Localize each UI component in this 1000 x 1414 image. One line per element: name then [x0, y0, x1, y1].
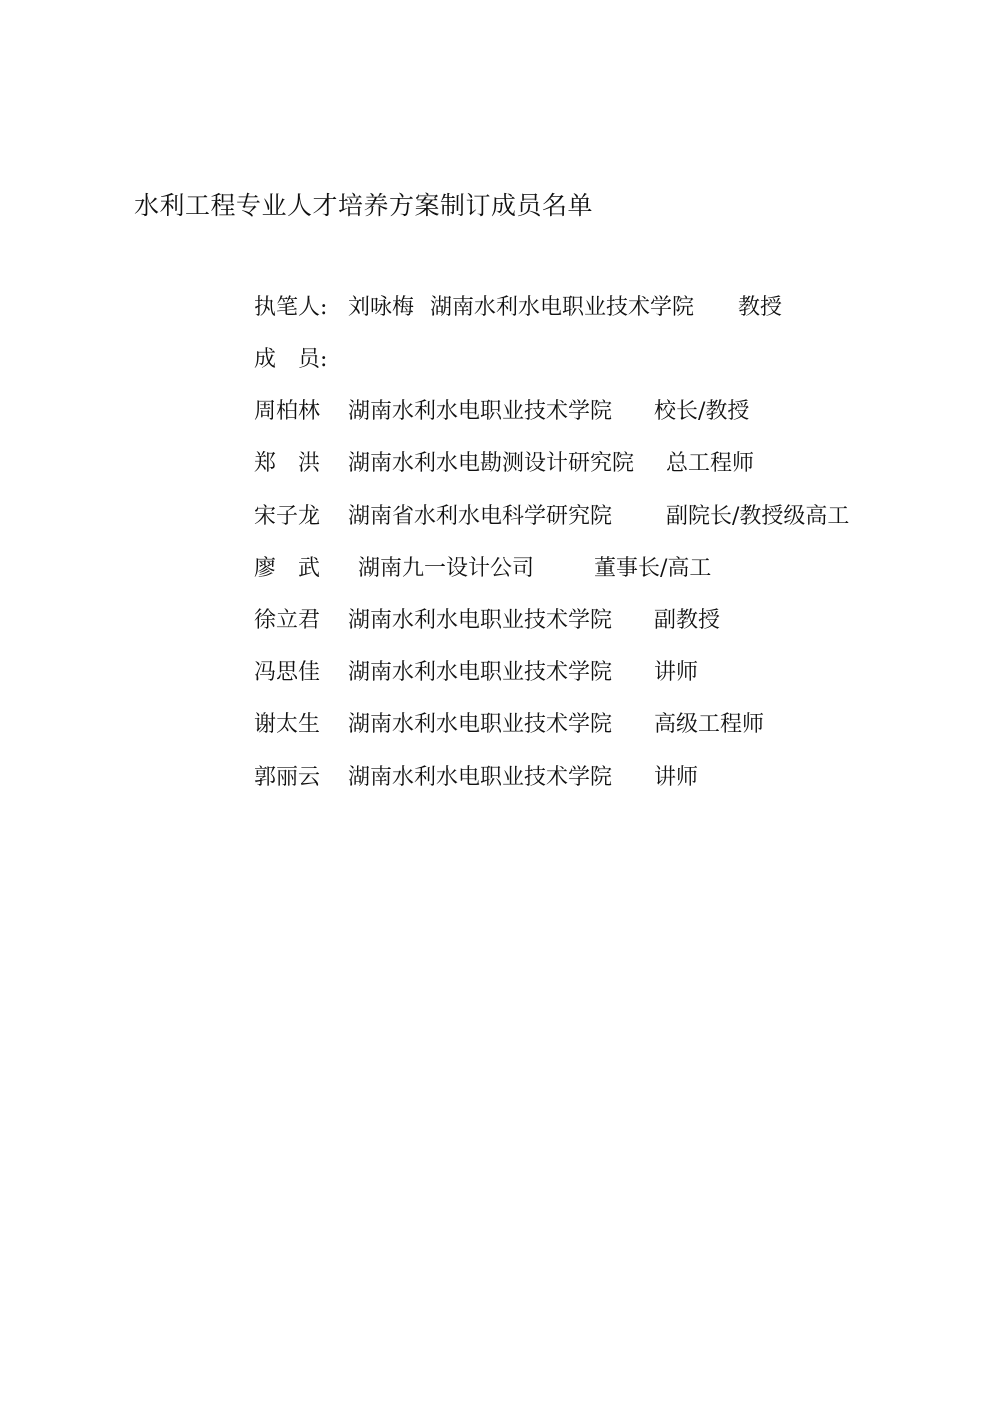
author-name: 刘咏梅	[348, 295, 415, 320]
member-position: 副院长/教授级高工	[666, 504, 850, 529]
member-position: 董事长/高工	[594, 556, 712, 581]
member-name: 郭丽云	[254, 765, 321, 790]
member-org: 湖南水利水电职业技术学院	[348, 660, 613, 685]
member-name: 郑 洪	[254, 451, 321, 476]
author-org: 湖南水利水电职业技术学院	[430, 295, 695, 320]
member-position: 校长/教授	[654, 399, 750, 424]
member-org: 湖南水利水电职业技术学院	[348, 765, 613, 790]
member-org: 湖南水利水电勘测设计研究院	[348, 451, 635, 476]
author-position: 教授	[738, 295, 783, 320]
document-title: 水利工程专业人才培养方案制订成员名单	[134, 191, 594, 220]
member-position: 副教授	[654, 608, 721, 633]
member-org: 湖南水利水电职业技术学院	[348, 399, 613, 424]
member-position: 高级工程师	[654, 712, 765, 737]
member-name: 廖 武	[254, 556, 321, 581]
author-label: 执笔人:	[254, 295, 328, 320]
member-position: 讲师	[654, 660, 699, 685]
member-name: 冯思佳	[254, 660, 321, 685]
member-name: 徐立君	[254, 608, 321, 633]
members-label: 成 员:	[254, 347, 328, 372]
member-org: 湖南省水利水电科学研究院	[348, 504, 613, 529]
member-name: 周柏林	[254, 399, 321, 424]
member-org: 湖南九一设计公司	[358, 556, 535, 581]
member-position: 讲师	[654, 765, 699, 790]
member-position: 总工程师	[666, 451, 755, 476]
member-name: 谢太生	[254, 712, 321, 737]
member-name: 宋子龙	[254, 504, 321, 529]
member-org: 湖南水利水电职业技术学院	[348, 712, 613, 737]
member-org: 湖南水利水电职业技术学院	[348, 608, 613, 633]
